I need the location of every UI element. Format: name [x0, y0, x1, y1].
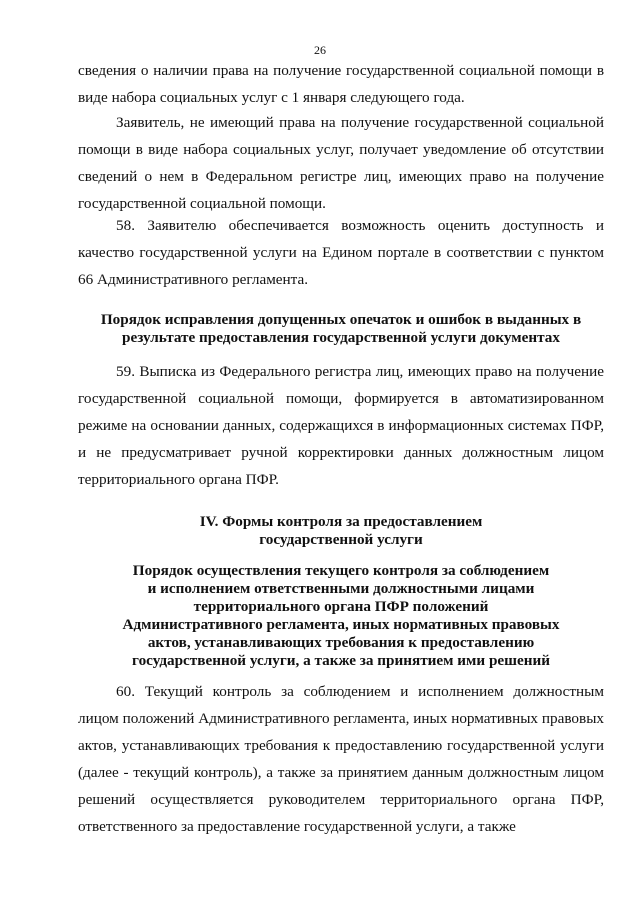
heading-section-iv-line-1: IV. Формы контроля за предоставлением	[199, 513, 483, 530]
heading-current-control-line-3: территориального органа ПФР положений	[193, 598, 489, 615]
heading-corrections	[78, 311, 604, 347]
heading-current-control-line-5: актов, устанавливающих требования к предоставлению	[147, 634, 535, 651]
paragraph-applicant-notice: Заявитель, не имеющий права на получение государственной социальной помощи в виде набора социальных услуг, получает уведомление об отсутствии сведений о нем в Федеральном регистре лиц, имеющих право на получение государственной социальной помощи.	[78, 114, 604, 212]
heading-section-iv-line-2: государственной услуги	[259, 531, 423, 548]
paragraph-58: 58. Заявителю обеспечивается возможность оценить доступность и качество государственной услуги на Едином портале в соответствии с пунктом 66 Административного регламента.	[78, 217, 604, 288]
heading-current-control-line-2: и исполнением ответственными должностными лицами	[147, 580, 535, 597]
paragraph-continuation: сведения о наличии права на получение государственной социальной помощи в виде набора социальных услуг с 1 января следующего года.	[78, 62, 604, 106]
heading-current-control-line-6: государственной услуги, а также за принятием ими решений	[132, 652, 550, 669]
heading-corrections-line-1: Порядок исправления допущенных опечаток и ошибок в выданных в	[100, 311, 582, 328]
heading-section-iv	[78, 513, 604, 549]
heading-current-control-line-1: Порядок осуществления текущего контроля за соблюдением	[132, 562, 550, 579]
heading-current-control-line-4: Административного регламента, иных нормативных правовых	[122, 616, 560, 633]
heading-corrections-line-2: результате предоставления государственной услуги документах	[122, 329, 560, 346]
page-number: 26	[314, 43, 326, 57]
heading-current-control	[78, 562, 604, 670]
paragraph-60: 60. Текущий контроль за соблюдением и исполнением должностным лицом положений Административного регламента, иных нормативных правовых актов, устанавливающих требования к предоставлению государственной услуги (далее - текущий контроль), а также за принятием данным должностным лицом решений осуществляется руководителем территориального органа ПФР, ответственного за предоставление государственной услуги, а также	[78, 683, 604, 835]
paragraph-59: 59. Выписка из Федерального регистра лиц, имеющих право на получение государственной социальной помощи, формируется в автоматизированном режиме на основании данных, содержащихся в информационных системах ПФР, и не предусматривает ручной корректировки данных должностным лицом территориального органа ПФР.	[78, 363, 604, 488]
